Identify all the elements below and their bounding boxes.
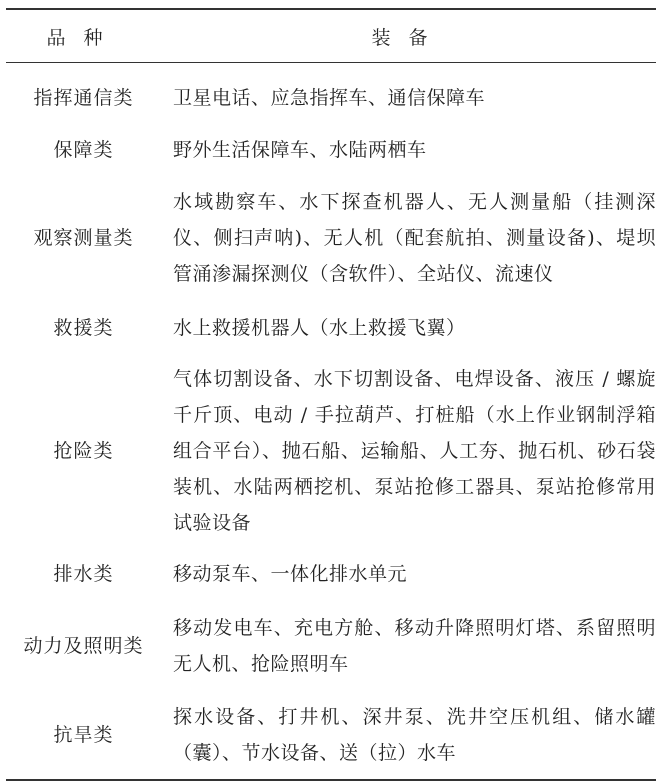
category-cell: 动力及照明类 <box>23 635 144 657</box>
equipment-cell: 野外生活保障车、水陆两栖车 <box>173 139 427 161</box>
equipment-cell: 水域勘察车、水下探查机器人、无人测量船（挂测深仪、侧扫声呐)、无人机（配套航拍、测量设备)、堤坝管涌渗漏探测仪（含软件）、全站仪、流速仪 <box>173 191 656 285</box>
equipment-table <box>6 8 656 781</box>
table-row <box>6 63 656 126</box>
table-row <box>6 301 656 355</box>
category-cell: 抗旱类 <box>53 724 114 746</box>
category-cell: 抢险类 <box>53 440 114 462</box>
category-cell: 指挥通信类 <box>33 87 134 109</box>
table-row <box>6 355 656 547</box>
equipment-cell: 卫星电话、应急指挥车、通信保障车 <box>173 87 486 109</box>
table-row <box>6 175 656 301</box>
table-row <box>6 691 656 780</box>
category-cell: 保障类 <box>53 139 114 161</box>
table-body <box>6 63 656 781</box>
header-row <box>6 9 656 63</box>
category-cell: 观察测量类 <box>33 227 134 249</box>
equipment-cell: 水上救援机器人（水上救援飞翼） <box>173 317 466 339</box>
table-row <box>6 601 656 691</box>
equipment-cell: 探水设备、打井机、深井泵、洗井空压机组、储水罐（囊）、节水设备、送（拉）水车 <box>173 706 656 764</box>
table-header <box>6 9 656 63</box>
category-cell: 救援类 <box>53 317 114 339</box>
table-row <box>6 125 656 175</box>
equipment-cell: 气体切割设备、水下切割设备、电焊设备、液压 / 螺旋千斤顶、电动 / 手拉葫芦、打桩船（水上作业钢制浮箱组合平台）、抛石船、运输船、人工夯、抛石机、砂石袋装机、水陆两栖挖机、泵站抢修工器具、泵站抢修常用试验设备 <box>173 368 656 534</box>
table-row <box>6 547 656 601</box>
header-category: 品种 <box>46 26 121 49</box>
equipment-cell: 移动发电车、充电方舱、移动升降照明灯塔、系留照明无人机、抢险照明车 <box>173 617 656 675</box>
header-equipment: 装备 <box>371 26 446 49</box>
category-cell: 排水类 <box>53 563 114 585</box>
equipment-cell: 移动泵车、一体化排水单元 <box>173 563 408 585</box>
